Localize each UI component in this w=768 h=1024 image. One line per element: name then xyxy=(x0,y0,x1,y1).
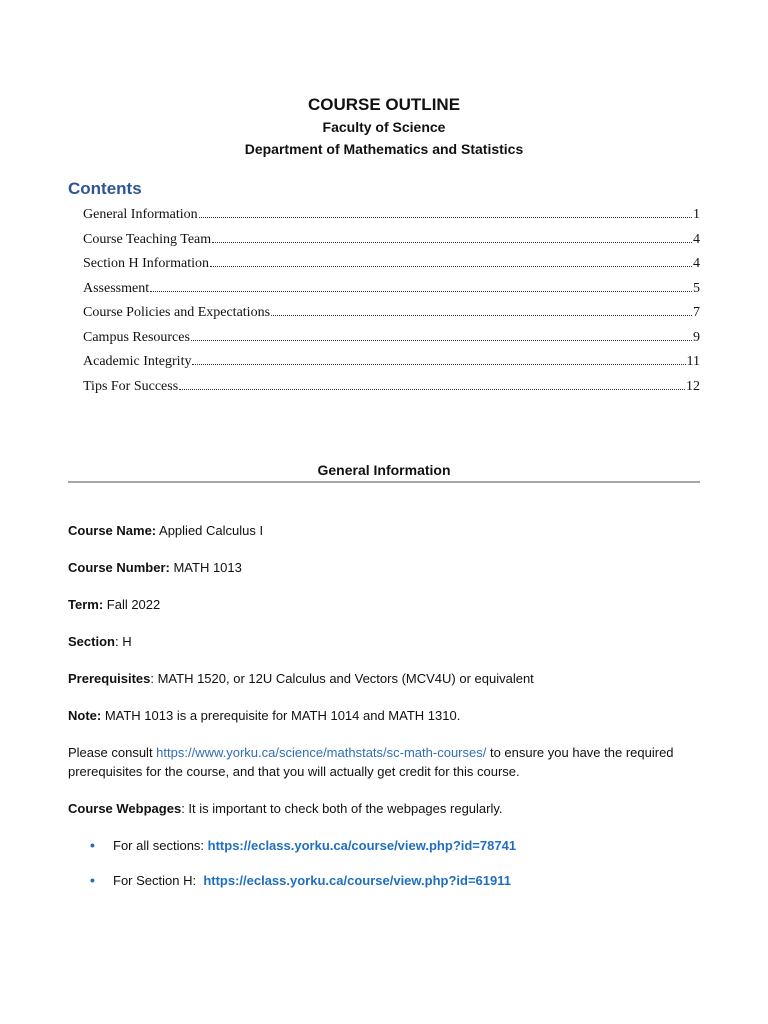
prerequisites-label: Prerequisites xyxy=(68,671,151,686)
contents-heading: Contents xyxy=(68,179,142,198)
toc-label: Course Policies and Expectations xyxy=(83,305,271,320)
eclass-section-h-link[interactable]: https://eclass.yorku.ca/course/view.php?id=61911 xyxy=(203,873,511,888)
prerequisites-value: : MATH 1520, or 12U Calculus and Vectors (MCV4U) or equivalent xyxy=(150,671,534,686)
section-divider xyxy=(68,481,700,483)
list-item xyxy=(90,836,700,855)
toc-label: Section H Information xyxy=(83,256,209,271)
toc-page-number: 5 xyxy=(693,280,700,296)
toc-leader xyxy=(150,290,692,292)
term-line xyxy=(68,595,700,614)
term-label: Term: xyxy=(68,597,104,612)
consult-text-after: to ensure you have the required prerequisites for the course, and that you will actually get credit for this course. xyxy=(68,745,674,779)
toc-page-number: 7 xyxy=(693,305,700,320)
table-of-contents xyxy=(83,204,700,400)
webpages-line xyxy=(68,799,700,818)
toc-page-number: 1 xyxy=(693,207,700,222)
bullet-icon: • xyxy=(90,872,95,888)
course-name-label: Course Name: xyxy=(68,523,157,538)
note-line xyxy=(68,706,700,725)
course-number-value: MATH 1013 xyxy=(169,560,242,575)
toc-entry-assessment[interactable] xyxy=(83,278,700,303)
toc-entry-tips-for-success[interactable] xyxy=(83,376,700,401)
document-header xyxy=(0,94,768,160)
section-value: : H xyxy=(114,634,132,649)
section-label: Section xyxy=(68,634,115,649)
toc-label: Assessment xyxy=(83,280,150,296)
toc-entry-course-policies[interactable] xyxy=(83,302,700,327)
toc-leader xyxy=(191,339,692,341)
toc-page-number: 9 xyxy=(693,329,700,345)
toc-entry-section-h-information[interactable] xyxy=(83,253,700,278)
toc-page-number: 4 xyxy=(693,256,700,271)
toc-leader xyxy=(210,265,692,267)
bullet-text: For Section H: xyxy=(113,873,204,888)
toc-leader xyxy=(179,388,685,390)
prerequisites-line xyxy=(68,669,700,688)
department-name: Department of Mathematics and Statistics xyxy=(244,141,524,157)
toc-leader xyxy=(271,314,692,316)
toc-label: General Information xyxy=(83,207,198,222)
general-information-heading: General Information xyxy=(317,462,451,478)
bullet-text: For all sections: xyxy=(113,838,208,853)
toc-label: Campus Resources xyxy=(83,329,190,345)
toc-page-number: 11 xyxy=(686,354,700,369)
note-label: Note: xyxy=(68,708,102,723)
bullet-icon: • xyxy=(90,837,95,853)
toc-leader xyxy=(199,216,692,218)
faculty-name: Faculty of Science xyxy=(322,119,446,135)
toc-leader xyxy=(192,363,685,365)
toc-page-number: 12 xyxy=(686,378,700,394)
course-number-line xyxy=(68,558,700,577)
toc-label: Course Teaching Team xyxy=(83,231,212,247)
toc-label: Tips For Success xyxy=(83,378,179,394)
toc-label: Academic Integrity xyxy=(83,354,192,369)
consult-text-before: Please consult xyxy=(68,745,157,760)
eclass-all-sections-link[interactable]: https://eclass.yorku.ca/course/view.php?id=78741 xyxy=(207,838,517,853)
note-value: MATH 1013 is a prerequisite for MATH 1014 and MATH 1310. xyxy=(101,708,461,723)
webpages-label: Course Webpages xyxy=(68,801,182,816)
toc-entry-academic-integrity[interactable] xyxy=(83,351,700,376)
term-value: Fall 2022 xyxy=(103,597,161,612)
toc-entry-campus-resources[interactable] xyxy=(83,327,700,352)
section-line xyxy=(68,632,700,651)
course-name-line xyxy=(68,521,700,540)
list-item xyxy=(90,871,700,890)
toc-page-number: 4 xyxy=(693,231,700,247)
document-title: COURSE OUTLINE xyxy=(307,95,461,114)
math-courses-link[interactable]: https://www.yorku.ca/science/mathstats/sc-math-courses/ xyxy=(156,745,487,760)
course-name-value: Applied Calculus I xyxy=(156,523,264,538)
toc-entry-general-information[interactable] xyxy=(83,204,700,229)
toc-entry-course-teaching-team[interactable] xyxy=(83,229,700,254)
toc-leader xyxy=(212,241,692,243)
course-number-label: Course Number: xyxy=(68,560,170,575)
webpages-value: : It is important to check both of the webpages regularly. xyxy=(181,801,503,816)
consult-paragraph xyxy=(68,743,700,781)
